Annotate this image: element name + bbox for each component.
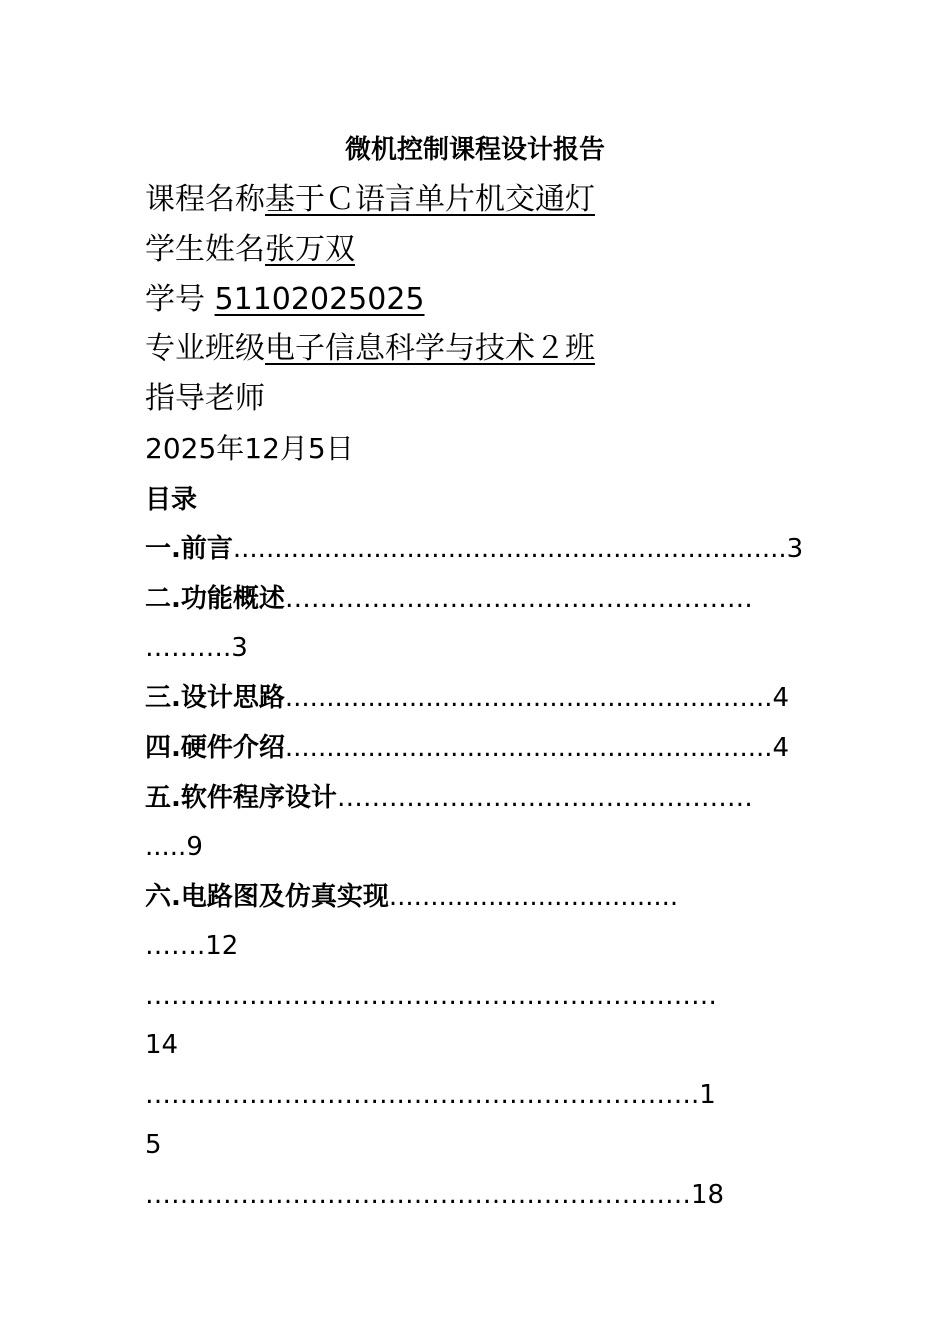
toc-entry[interactable]	[145, 529, 805, 569]
toc-entry[interactable]	[145, 678, 805, 718]
course-name-label: 课程名称	[145, 182, 265, 217]
toc-entry-continuation: …….12	[145, 931, 239, 961]
class-label: 专业班级	[145, 331, 265, 366]
advisor-label: 指导老师	[145, 381, 265, 416]
toc-entry-label: 二.功能概述	[145, 584, 285, 614]
report-title: 微机控制课程设计报告	[344, 135, 605, 165]
advisor-line	[145, 379, 265, 419]
toc-leader-dots: ...................................................................	[232, 534, 787, 564]
course-name-line	[145, 180, 595, 220]
toc-entry-label: 三.设计思路	[145, 683, 285, 713]
toc-entry[interactable]	[145, 728, 805, 768]
toc-page-number: 4	[772, 683, 790, 713]
toc-entry-label: 四.硬件介绍	[145, 733, 285, 763]
toc-heading: 目录	[145, 485, 198, 515]
course-name-value: 基于Ｃ语言单片机交通灯	[265, 182, 595, 217]
toc-entry[interactable]	[145, 579, 805, 619]
toc-leader-dots[interactable]: …………………………………………………………	[145, 981, 717, 1011]
class-value: 电子信息科学与技术２班	[265, 331, 595, 366]
toc-leader-dots[interactable]: ………………………………………………………18	[145, 1180, 725, 1210]
toc-leader-dots: …………………………………………	[336, 783, 753, 813]
student-name-line	[145, 230, 355, 270]
toc-page-number: 14	[145, 1030, 179, 1060]
student-id-value: 51102025025	[214, 282, 425, 317]
toc-entry-continuation: ……….3	[145, 633, 248, 663]
toc-page-number: 3	[786, 534, 804, 564]
toc-page-number: 4	[772, 733, 790, 763]
toc-entry-label: 六.电路图及仿真实现	[145, 882, 389, 912]
toc-entry-label: 一.前言	[145, 534, 233, 564]
class-line	[145, 329, 595, 369]
toc-leader-dots: ………………………………………………	[284, 584, 753, 614]
toc-entry[interactable]	[145, 778, 805, 818]
toc-entry-continuation: .....9	[145, 832, 203, 862]
student-name-value: 张万双	[265, 232, 355, 267]
report-date: 2025年12月5日	[145, 432, 354, 465]
student-name-label: 学生姓名	[145, 232, 265, 267]
toc-page-number: 5	[145, 1130, 162, 1160]
toc-leader-dots: ...........................................................	[284, 733, 773, 763]
toc-leader-dots: ...........................................................	[284, 683, 773, 713]
toc-entry-label: 五.软件程序设计	[145, 783, 337, 813]
student-id-label: 学号	[145, 282, 205, 317]
student-id-line	[145, 280, 425, 320]
toc-leader-dots[interactable]: ……………………………………………………….1	[145, 1080, 716, 1110]
toc-entry[interactable]	[145, 877, 805, 917]
toc-leader-dots: ...................................	[388, 882, 679, 912]
